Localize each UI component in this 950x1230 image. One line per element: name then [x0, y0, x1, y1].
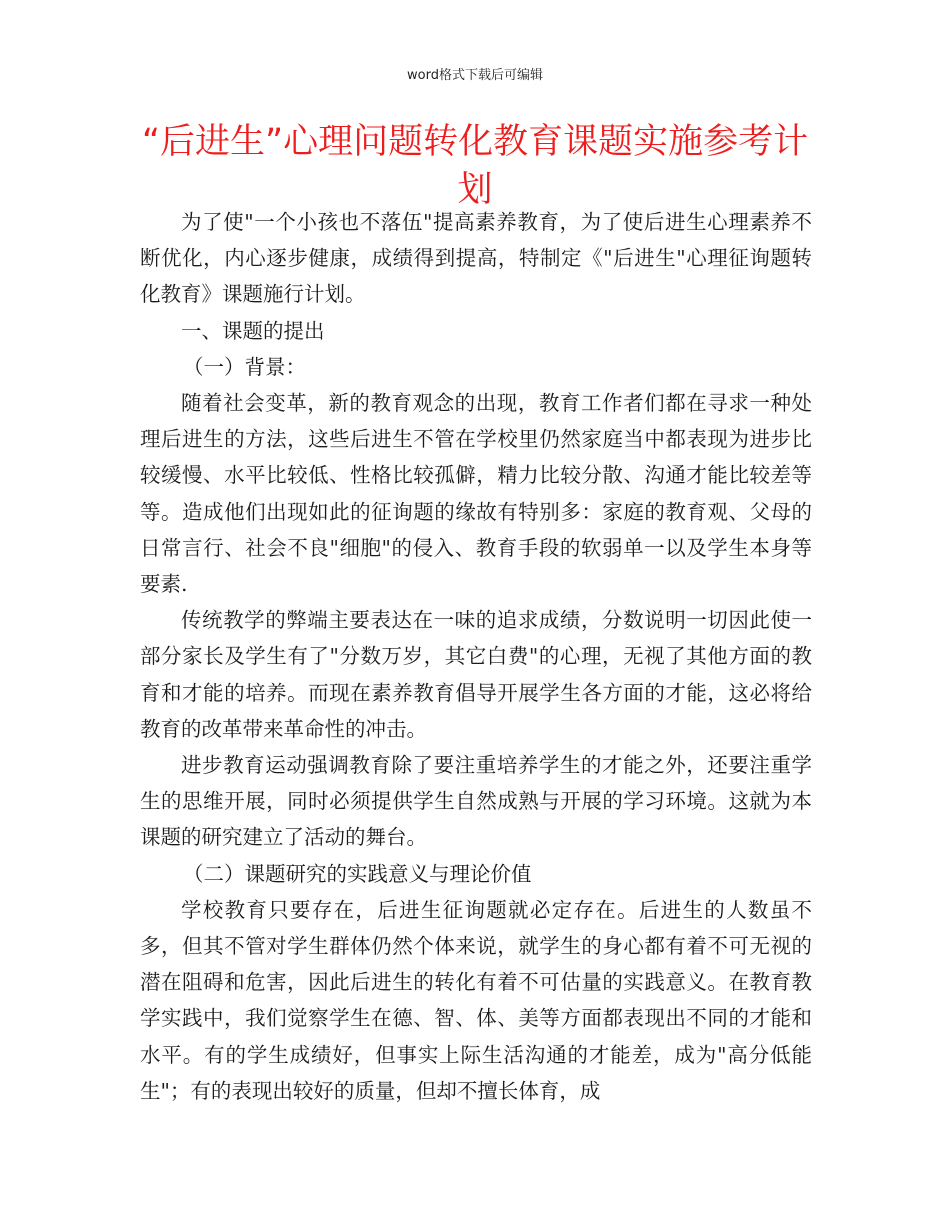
paragraph-significance: 学校教育只要存在，后进生征询题就必定存在。后进生的人数虽不多，但其不管对学生群体仍然个体来说，就学生的身心都有着不可无视的潜在阻碍和危害，因此后进生的转化有着不可估量的实践意义。在教育教学实践中，我们觉察学生在德、智、体、美等方面都表现出不同的才能和水平。有的学生成绩好，但事实上际生活沟通的才能差，成为"高分低能生"；有的表现出较好的质量，但却不擅长体育，成: [140, 897, 812, 1103]
page-header: word格式下载后可编辑: [407, 68, 543, 83]
subsection-heading-background: （一）背景：: [183, 354, 307, 379]
paragraph-intro: 为了使"一个小孩也不落伍"提高素养教育，为了使后进生心理素养不断优化，内心逐步健康，成绩得到提高，特制定《"后进生"心理征询题转化教育》课题施行计划。: [140, 210, 812, 307]
section-heading-1: 一、课题的提出: [181, 318, 325, 343]
paragraph-background-2: 传统教学的弊端主要表达在一味的追求成绩，分数说明一切因此使一部分家长及学生有了"分数万岁，其它白费"的心理，无视了其他方面的教育和才能的培养。而现在素养教育倡导开展学生各方面的才能，这必将给教育的改革带来革命性的冲击。: [140, 608, 812, 741]
document-title: “后进生”心理问题转化教育课题实施参考计划: [141, 122, 809, 210]
paragraph-background-1: 随着社会变革，新的教育观念的出现，教育工作者们都在寻求一种处理后进生的方法，这些后进生不管在学校里仍然家庭当中都表现为进步比较缓慢、水平比较低、性格比较孤僻，精力比较分散、沟通才能比较差等等。造成他们出现如此的征询题的缘故有特别多：家庭的教育观、父母的日常言行、社会不良"细胞"的侵入、教育手段的软弱单一以及学生本身等要素.: [140, 391, 812, 597]
subsection-heading-significance: （二）课题研究的实践意义与理论价值: [183, 861, 532, 886]
paragraph-background-3: 进步教育运动强调教育除了要注重培养学生的才能之外，还要注重学生的思维开展，同时必须提供学生自然成熟与开展的学习环境。这就为本课题的研究建立了活动的舞台。: [140, 753, 812, 850]
document-body: [140, 204, 812, 1109]
